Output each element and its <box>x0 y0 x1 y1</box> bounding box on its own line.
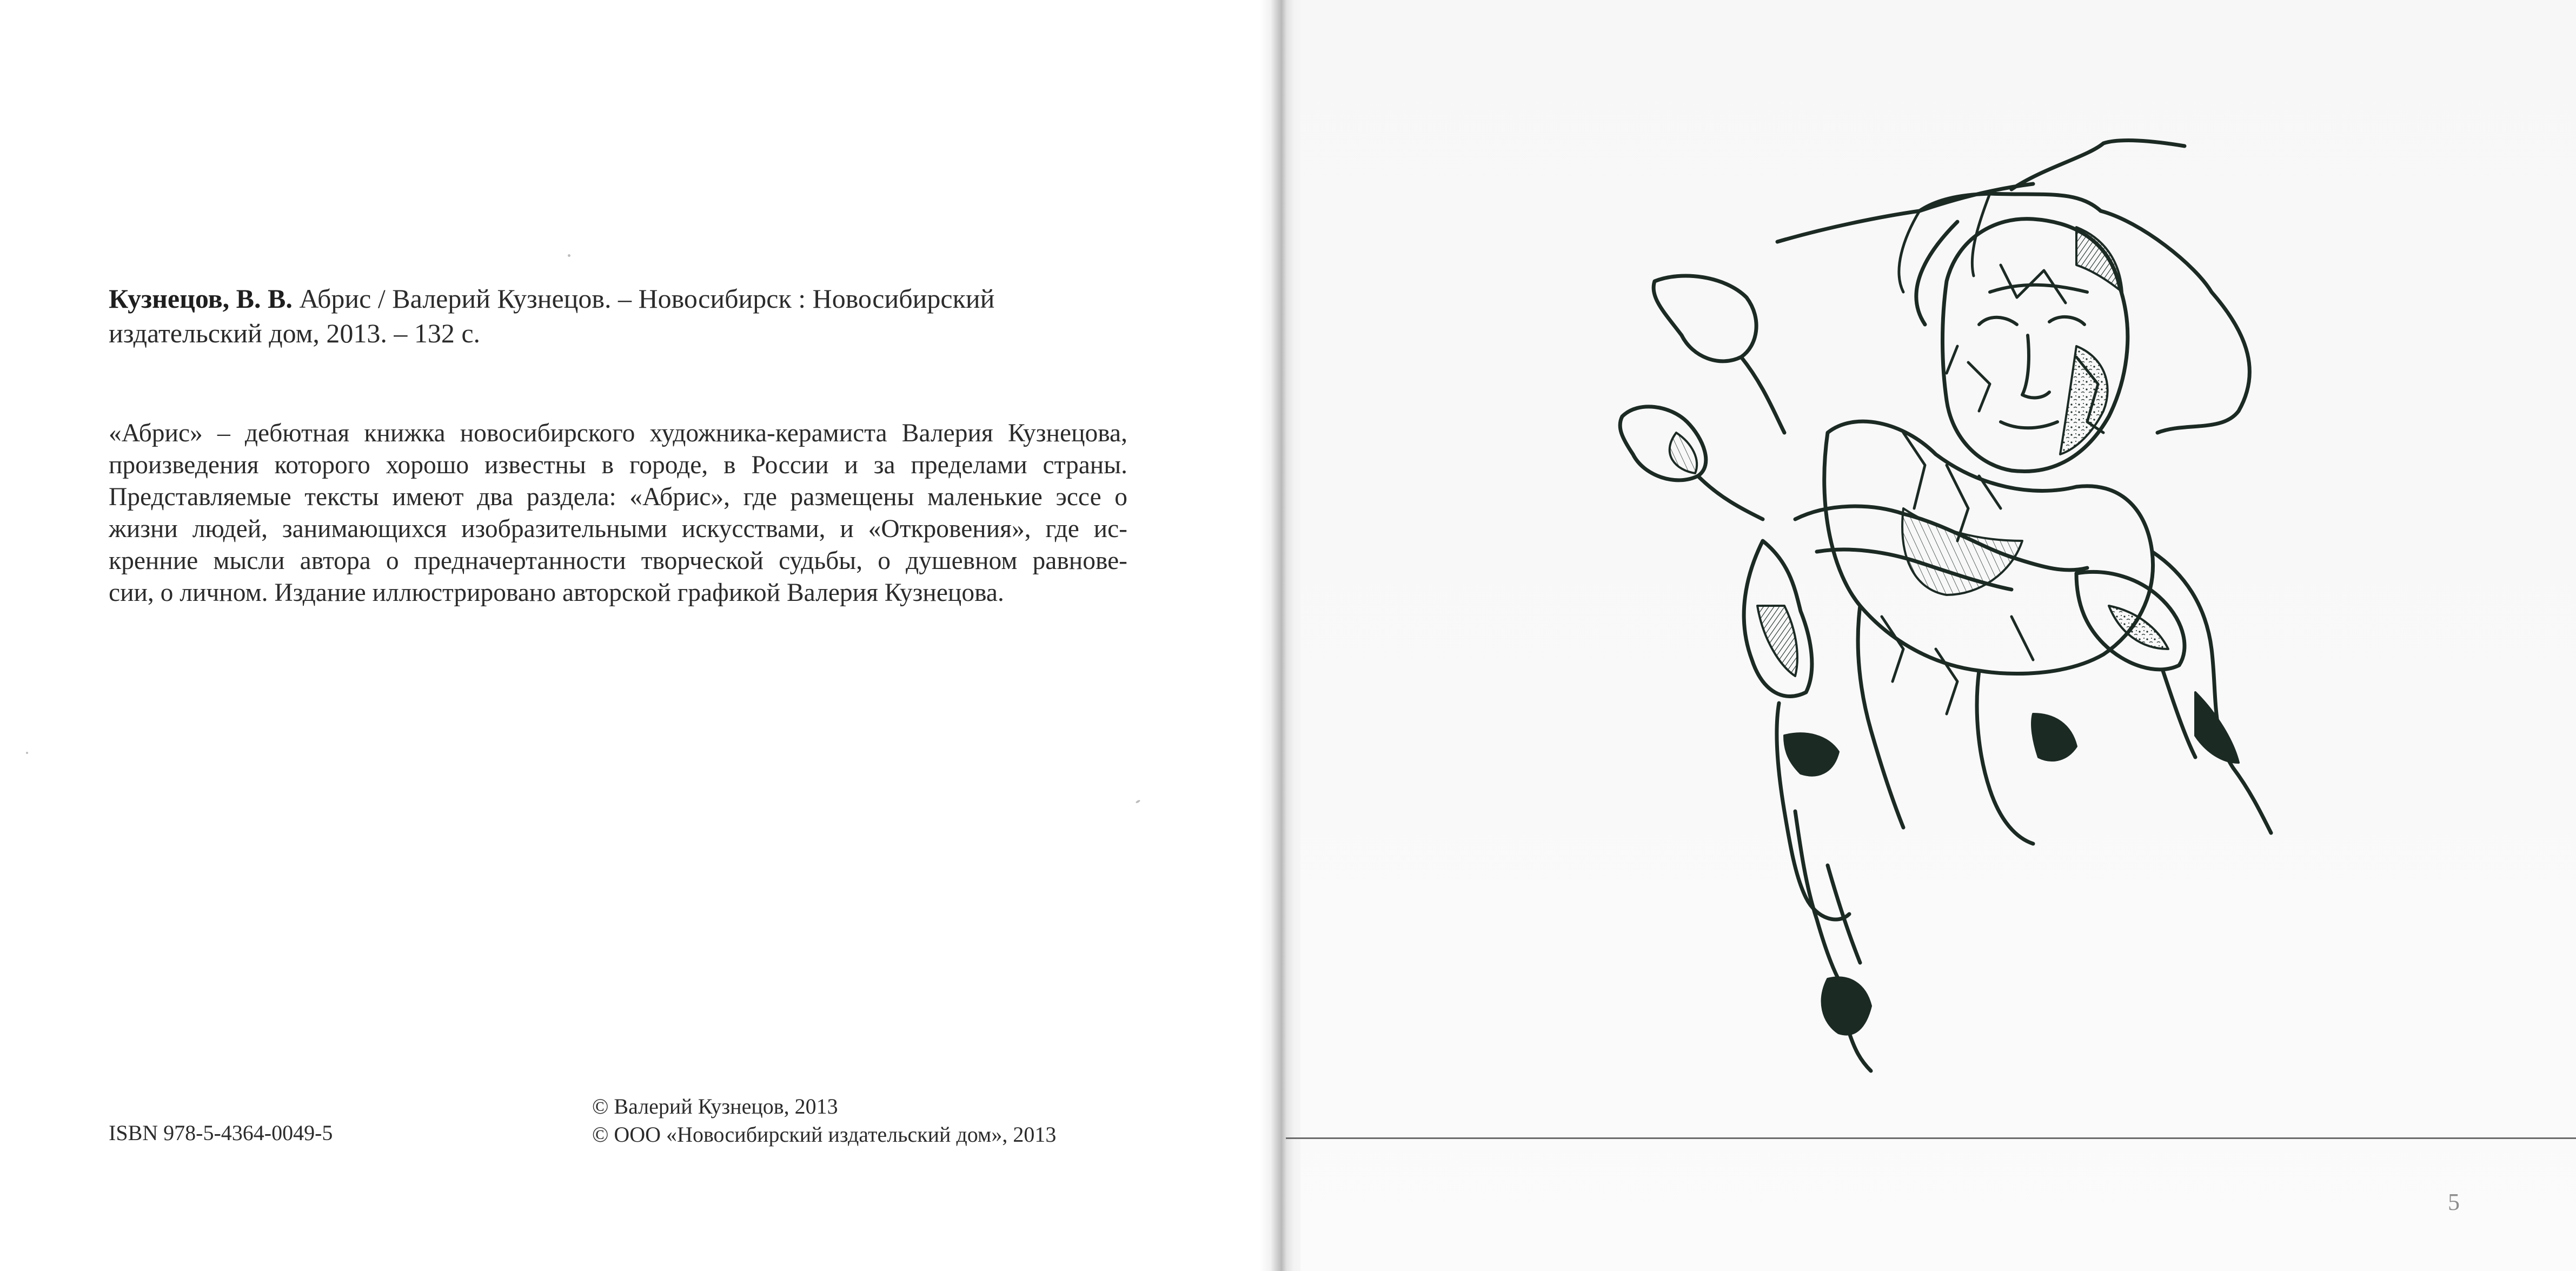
face-shading <box>2060 346 2108 454</box>
hat-brim-line <box>1777 141 2185 242</box>
hand-left-shading <box>1757 606 1797 676</box>
foot-tail <box>1849 1033 1871 1071</box>
illustration-linework <box>1620 141 2271 1071</box>
bibliographic-line-2: издательский дом, 2013. – 132 с. <box>109 318 481 348</box>
annotation <box>109 418 1127 609</box>
dangling-leg-left <box>1795 811 1860 995</box>
footer-rule <box>1286 1137 2576 1139</box>
figure-right-outline <box>2152 552 2271 833</box>
copyright-author: © Валерий Кузнецов, 2013 <box>592 1094 838 1118</box>
page-number: 5 <box>2448 1189 2460 1215</box>
paper-speck <box>568 254 570 257</box>
copyright-block <box>592 1093 1056 1149</box>
hair-shading <box>2076 227 2122 292</box>
left-leaf-stem <box>1698 357 1784 519</box>
copyright-publisher: © ООО «Новосибирский издательский дом», 2013 <box>592 1122 1057 1147</box>
annotation-line: жизни людей, занимающихся изобразительными искусствами, и «Откровения», где ис- <box>109 515 1127 543</box>
left-leaf-shape <box>1654 276 1756 361</box>
hat-string <box>1899 194 1990 292</box>
annotation-line: кренние мысли автора о предначертанности творческой судьбы, о душевном равнове- <box>109 547 1127 575</box>
ink-figure-illustration <box>1601 130 2325 1114</box>
book-gutter <box>1260 0 1303 1271</box>
foot-dark-shape <box>1822 977 1871 1034</box>
annotation-line: произведения которого хорошо известны в городе, в России и за пределами страны. <box>109 451 1127 479</box>
book-description: Абрис / Валерий Кузнецов. – Новосибирск : Новосибирский <box>299 283 995 314</box>
bibliographic-record <box>109 281 1136 350</box>
paper-speck <box>1136 799 1141 804</box>
lower-body-outline-center <box>1858 606 2033 844</box>
annotation-line: Представляемые тексты имеют два раздела: «Абрис», где размещены маленькие эссе о <box>109 483 1127 511</box>
lower-body-dark-center <box>2032 714 2076 760</box>
author-name: Кузнецов, В. В. <box>109 283 293 314</box>
torso-shading <box>1902 508 2022 595</box>
annotation-line: «Абрис» – дебютная книжка новосибирского художника-керамиста Валерия Кузнецова, <box>109 419 1127 447</box>
left-page <box>0 0 1276 1271</box>
paper-speck <box>26 752 28 754</box>
isbn: ISBN 978-5-4364-0049-5 <box>109 1121 333 1145</box>
bibliographic-line-1 <box>109 281 1136 316</box>
lower-body-dark-left <box>1784 733 1838 775</box>
left-leaf-shading <box>1670 433 1697 473</box>
annotation-line: сии, о личном. Издание иллюстрировано авторской графикой Валерия Кузнецова. <box>109 579 1004 607</box>
